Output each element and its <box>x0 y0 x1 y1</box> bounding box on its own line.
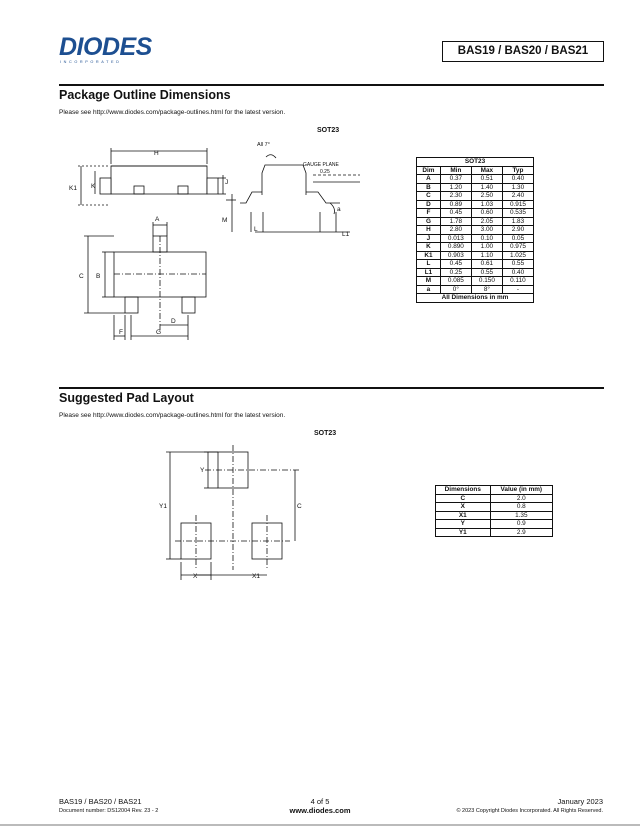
label-B: B <box>96 273 101 280</box>
side-view-lead-mid2 <box>178 186 188 194</box>
outline-table-row <box>417 183 534 192</box>
pad-table-cell: 2.9 <box>490 528 552 537</box>
page-bottom-rule <box>0 824 640 826</box>
outline-table-cell: 0.37 <box>440 175 471 184</box>
pad-table-cell: Y1 <box>436 528 491 537</box>
package-label-pad: SOT23 <box>314 430 337 437</box>
section-title-pad: Suggested Pad Layout <box>59 391 194 405</box>
outline-table-row <box>417 226 534 235</box>
section-rule <box>59 84 604 86</box>
outline-table-title: SOT23 <box>417 158 534 167</box>
outline-table-cell: H <box>417 226 441 235</box>
section-note-outline: Please see http://www.diodes.com/package-outlines.html for the latest version. <box>59 109 286 116</box>
outline-table-cell: 1.025 <box>502 251 533 260</box>
outline-table-cell: 0.25 <box>440 268 471 277</box>
outline-table-row <box>417 268 534 277</box>
outline-table-cell: 0.085 <box>440 277 471 286</box>
outline-table-row <box>417 285 534 294</box>
footer-website[interactable]: www.diodes.com <box>289 806 351 815</box>
outline-table-cell: B <box>417 183 441 192</box>
outline-table-cell: G <box>417 217 441 226</box>
label-H: H <box>154 150 159 157</box>
pad-table-cell: 0.8 <box>490 503 552 512</box>
label-alpha: a <box>337 206 341 213</box>
outline-table-cell: L1 <box>417 268 441 277</box>
outline-table-cell: 0.10 <box>471 234 502 243</box>
footer-copyright: © 2023 Copyright Diodes Incorporated. All Rights Reserved. <box>456 808 603 814</box>
diodes-logo <box>59 34 169 66</box>
outline-table-cell: A <box>417 175 441 184</box>
outline-table-row <box>417 175 534 184</box>
outline-table-cell: 0.975 <box>502 243 533 252</box>
pad-header-cell: Dimensions <box>436 486 491 495</box>
section-title-outline: Package Outline Dimensions <box>59 88 231 102</box>
label-L: L <box>254 226 258 233</box>
label-J: J <box>225 179 229 186</box>
outline-table-cell: 0.55 <box>471 268 502 277</box>
outline-table-cell: 1.00 <box>471 243 502 252</box>
outline-dimension-table <box>416 157 534 303</box>
outline-table-cell: 0.915 <box>502 200 533 209</box>
outline-table-cell: 1.78 <box>440 217 471 226</box>
outline-table-cell: M <box>417 277 441 286</box>
outline-table-cell: 0.890 <box>440 243 471 252</box>
outline-table-cell: 2.80 <box>440 226 471 235</box>
outline-table-header-row <box>417 166 534 175</box>
outline-table-cell: 2.05 <box>471 217 502 226</box>
outline-header-cell: Typ <box>502 166 533 175</box>
section-note-pad: Please see http://www.diodes.com/package-outlines.html for the latest version. <box>59 412 286 419</box>
outline-table-cell: K1 <box>417 251 441 260</box>
outline-table-cell: 2.50 <box>471 192 502 201</box>
pad-label-Y1: Y1 <box>159 503 167 510</box>
label-F: F <box>119 329 123 336</box>
outline-table-cell: 0.150 <box>471 277 502 286</box>
footer-date: January 2023 <box>557 797 603 806</box>
outline-table-cell: L <box>417 260 441 269</box>
pad-table-header-row <box>436 486 553 495</box>
footer-page: 4 of 5 <box>310 797 330 806</box>
outline-header-cell: Min <box>440 166 471 175</box>
label-L1: L1 <box>342 231 350 238</box>
outline-table-row <box>417 260 534 269</box>
outline-table-cell: J <box>417 234 441 243</box>
pad-table-row <box>436 520 553 529</box>
pad-label-Y: Y <box>200 467 205 474</box>
label-M: M <box>222 217 228 224</box>
outline-table-cell: 1.30 <box>502 183 533 192</box>
outline-table-row <box>417 209 534 218</box>
label-C: C <box>79 273 84 280</box>
outline-table-cell: 0.45 <box>440 209 471 218</box>
outline-table-cell: 0.110 <box>502 277 533 286</box>
outline-table-cell: 2.40 <box>502 192 533 201</box>
logo-subtext: INCORPORATED <box>60 60 122 64</box>
outline-table-cell: 3.00 <box>471 226 502 235</box>
outline-table-cell: C <box>417 192 441 201</box>
top-view-lead-right <box>182 297 195 313</box>
label-K1: K1 <box>69 185 77 192</box>
outline-header-cell: Dim <box>417 166 441 175</box>
side-view-lead-left <box>100 178 111 194</box>
outline-table-row <box>417 217 534 226</box>
pad-table-row <box>436 503 553 512</box>
outline-table-cell: 2.90 <box>502 226 533 235</box>
pad-table-cell: 0.9 <box>490 520 552 529</box>
outline-table-cell: 0.05 <box>502 234 533 243</box>
pad-dimension-table <box>435 485 553 537</box>
outline-table-cell: 0.61 <box>471 260 502 269</box>
outline-table-cell: 1.03 <box>471 200 502 209</box>
outline-table-cell: 0.013 <box>440 234 471 243</box>
pad-table-cell: C <box>436 494 491 503</box>
outline-table-cell: 1.10 <box>471 251 502 260</box>
outline-table-cell: D <box>417 200 441 209</box>
outline-table-row <box>417 277 534 286</box>
outline-table-cell: F <box>417 209 441 218</box>
label-gauge-plane: GAUGE PLANE <box>303 162 339 168</box>
outline-table-cell: 1.40 <box>471 183 502 192</box>
outline-table-cell: 0.51 <box>471 175 502 184</box>
outline-table-row <box>417 192 534 201</box>
label-G: G <box>156 329 162 336</box>
pad-table-cell: 2.0 <box>490 494 552 503</box>
top-view-lead-left <box>125 297 138 313</box>
outline-table-cell: 0.89 <box>440 200 471 209</box>
pad-table-cell: X <box>436 503 491 512</box>
outline-table-cell: 1.20 <box>440 183 471 192</box>
pad-table-row <box>436 511 553 520</box>
outline-table-cell: 8° <box>471 285 502 294</box>
pad-label-C: C <box>297 503 302 510</box>
pad-table-cell: 1.35 <box>490 511 552 520</box>
outline-table-row <box>417 200 534 209</box>
outline-table-cell: 0.903 <box>440 251 471 260</box>
pad-table-row <box>436 494 553 503</box>
pad-header-cell: Value (in mm) <box>490 486 552 495</box>
end-view-body <box>262 165 306 195</box>
side-view-lead-mid1 <box>134 186 144 194</box>
pad-label-X1: X1 <box>252 573 260 580</box>
part-title: BAS19 / BAS20 / BAS21 <box>442 41 604 62</box>
label-D: D <box>171 318 176 325</box>
pad-table-row <box>436 528 553 537</box>
outline-table-cell: 0.45 <box>440 260 471 269</box>
pad-label-X: X <box>193 573 198 580</box>
footer-part: BAS19 / BAS20 / BAS21 <box>59 797 142 806</box>
package-outline-drawing <box>60 135 405 345</box>
pad-layout-drawing <box>150 445 310 585</box>
outline-table-cell: 0.40 <box>502 175 533 184</box>
outline-table-cell: a <box>417 285 441 294</box>
label-K: K <box>91 183 96 190</box>
side-view-body <box>111 166 207 194</box>
outline-table-cell: 1.83 <box>502 217 533 226</box>
logo-text: DIODES <box>59 33 152 61</box>
side-view-lead-right <box>207 178 218 194</box>
outline-table-cell: 0.55 <box>502 260 533 269</box>
outline-table-cell: K <box>417 243 441 252</box>
outline-table-cell: 0.535 <box>502 209 533 218</box>
outline-table-row <box>417 234 534 243</box>
label-A: A <box>155 216 160 223</box>
outline-table-cell: 0.40 <box>502 268 533 277</box>
pad-table-cell: Y <box>436 520 491 529</box>
package-label-outline: SOT23 <box>317 127 340 134</box>
outline-table-row <box>417 243 534 252</box>
label-gauge-value: 0.25 <box>320 169 330 175</box>
section-rule <box>59 387 604 389</box>
outline-table-footer: All Dimensions in mm <box>417 294 534 303</box>
outline-table-cell: 0° <box>440 285 471 294</box>
outline-table-row <box>417 251 534 260</box>
outline-table-cell: 2.30 <box>440 192 471 201</box>
outline-table-cell: - <box>502 285 533 294</box>
footer-doc-number: Document number: DS12004 Rev. 23 - 2 <box>59 808 159 814</box>
label-all7: All 7° <box>257 142 270 148</box>
outline-header-cell: Max <box>471 166 502 175</box>
pad-table-cell: X1 <box>436 511 491 520</box>
outline-table-cell: 0.60 <box>471 209 502 218</box>
